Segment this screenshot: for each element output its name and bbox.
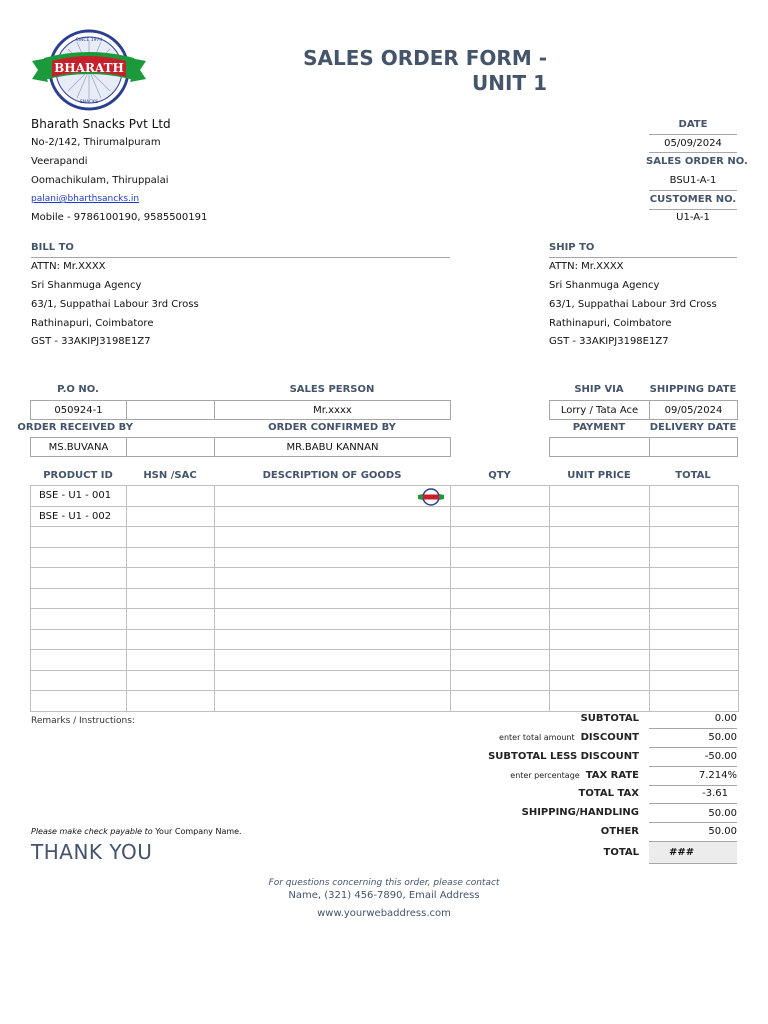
company-address2: Veerapandi [31, 156, 88, 167]
cell-hsn-sac[interactable] [127, 629, 215, 650]
cell-unit-price[interactable] [550, 670, 650, 691]
remarks-label: Remarks / Instructions: [31, 716, 135, 726]
cell-hsn-sac[interactable] [127, 588, 215, 609]
other-label: OTHER [600, 826, 639, 837]
cell-product-id[interactable] [31, 691, 127, 712]
cell-hsn-sac[interactable] [127, 670, 215, 691]
delivery-date-label: DELIVERY DATE [649, 422, 737, 433]
company-address1: No-2/142, Thirumalpuram [31, 137, 161, 148]
col-header-total: TOTAL [675, 470, 711, 481]
cell-hsn-sac[interactable] [127, 547, 215, 568]
table-row [31, 568, 739, 589]
total-label: TOTAL [603, 847, 639, 858]
sales-order-no-label: SALES ORDER NO. [646, 156, 748, 167]
cell-description[interactable] [215, 486, 451, 507]
cell-hsn-sac[interactable] [127, 486, 215, 507]
company-mobile: Mobile - 9786100190, 9585500191 [31, 212, 208, 223]
company-email-link[interactable]: palani@bharthsancks.in [31, 194, 140, 204]
cell-hsn-sac[interactable] [127, 527, 215, 548]
cell-qty[interactable] [451, 568, 550, 589]
ship-to-gst: GST - 33AKIPJ3198E1Z7 [549, 336, 669, 347]
subtotal-label: SUBTOTAL [580, 713, 639, 724]
other-value[interactable]: 50.00 [708, 826, 737, 837]
company-address3: Oomachikulam, Thiruppalai [31, 175, 169, 186]
subtotal-less-discount-label: SUBTOTAL LESS DISCOUNT [488, 751, 639, 762]
cell-total[interactable] [650, 527, 739, 548]
website-link[interactable]: www.yourwebaddress.com [317, 908, 451, 919]
cell-unit-price[interactable] [550, 588, 650, 609]
discount-label: enter total amount DISCOUNT [499, 732, 639, 743]
ship-to-address2: Rathinapuri, Coimbatore [549, 318, 672, 329]
table-row [31, 588, 739, 609]
cell-description[interactable] [215, 588, 451, 609]
cell-qty[interactable] [451, 650, 550, 671]
cell-hsn-sac[interactable] [127, 506, 215, 527]
cell-product-id[interactable] [31, 650, 127, 671]
ship-to-attn: ATTN: Mr.XXXX [549, 261, 624, 272]
col-header-description: DESCRIPTION OF GOODS [262, 470, 402, 481]
cell-unit-price[interactable] [550, 568, 650, 589]
ship-via-label: SHIP VIA [574, 384, 624, 395]
ship-to-name: Sri Shanmuga Agency [549, 280, 660, 291]
items-table [30, 485, 739, 712]
bill-to-address1: 63/1, Suppathai Labour 3rd Cross [31, 299, 199, 310]
thank-you-text: THANK YOU [31, 840, 153, 864]
bill-to-name: Sri Shanmuga Agency [31, 280, 142, 291]
table-row [31, 547, 739, 568]
cell-unit-price[interactable] [550, 609, 650, 630]
cell-qty[interactable] [451, 547, 550, 568]
shipping-date-field[interactable]: 09/05/2024 [649, 400, 738, 420]
contact-text: Name, (321) 456-7890, Email Address [288, 890, 480, 901]
table-row [31, 691, 739, 712]
cell-description[interactable] [215, 568, 451, 589]
cell-product-id[interactable] [31, 670, 127, 691]
cell-total[interactable] [650, 547, 739, 568]
check-payable-company: Your Company Name. [155, 827, 242, 836]
order-received-by-label: ORDER RECEIVED BY [17, 422, 133, 433]
po-no-label: P.O NO. [57, 384, 99, 395]
cell-qty[interactable] [451, 486, 550, 507]
ship-via-field[interactable]: Lorry / Tata Ace [549, 400, 650, 420]
order-received-by-field[interactable]: MS.BUVANA [30, 437, 127, 457]
form-title [250, 46, 547, 96]
cell-total[interactable] [650, 670, 739, 691]
total-tax-label: TOTAL TAX [578, 788, 639, 799]
col-header-hsn: HSN /SAC [143, 470, 197, 481]
cell-description[interactable] [215, 670, 451, 691]
logo-brand-text: BHARATH [54, 61, 124, 75]
cell-description[interactable] [215, 527, 451, 548]
table-row [31, 629, 739, 650]
cell-total[interactable] [650, 568, 739, 589]
table-row [31, 670, 739, 691]
payment-label: PAYMENT [572, 422, 626, 433]
table-row [31, 650, 739, 671]
cell-product-id[interactable] [31, 588, 127, 609]
received-extra-field[interactable] [126, 437, 215, 457]
shipping-handling-label: SHIPPING/HANDLING [521, 807, 639, 818]
ship-to-address1: 63/1, Suppathai Labour 3rd Cross [549, 299, 717, 310]
payment-field[interactable] [549, 437, 650, 457]
tax-rate-label: enter percentage TAX RATE [510, 770, 639, 781]
table-row [31, 527, 739, 548]
sales-order-no-value: BSU1-A-1 [669, 175, 717, 186]
cell-qty[interactable] [451, 629, 550, 650]
bill-to-attn: ATTN: Mr.XXXX [31, 261, 106, 272]
cell-total[interactable] [650, 650, 739, 671]
table-row [31, 506, 739, 527]
cell-total[interactable] [650, 588, 739, 609]
po-extra-field[interactable] [126, 400, 215, 420]
po-no-field[interactable]: 050924-1 [30, 400, 127, 420]
cell-unit-price[interactable] [550, 486, 650, 507]
bill-to-address2: Rathinapuri, Coimbatore [31, 318, 154, 329]
cell-description[interactable] [215, 547, 451, 568]
bill-to-label: BILL TO [31, 242, 74, 253]
cell-total[interactable] [650, 609, 739, 630]
total-value: ### [669, 847, 695, 858]
col-header-product-id: PRODUCT ID [43, 470, 113, 481]
row-logo-icon [417, 488, 445, 506]
cell-hsn-sac[interactable] [127, 691, 215, 712]
questions-text: For questions concerning this order, please contact [268, 878, 500, 888]
table-row [31, 486, 739, 507]
cell-qty[interactable] [451, 506, 550, 527]
check-payable-note [31, 827, 242, 836]
date-label: DATE [678, 119, 708, 130]
cell-unit-price[interactable] [550, 629, 650, 650]
company-name: Bharath Snacks Pvt Ltd [31, 117, 171, 131]
cell-qty[interactable] [451, 527, 550, 548]
cell-qty[interactable] [451, 691, 550, 712]
tax-rate-hint: enter percentage [510, 771, 580, 780]
ship-to-label: SHIP TO [549, 242, 595, 253]
col-header-unit-price: UNIT PRICE [567, 470, 631, 481]
form-title-line1: SALES ORDER FORM - [303, 46, 547, 70]
col-header-qty: QTY [488, 470, 511, 481]
cell-qty[interactable] [451, 588, 550, 609]
tax-rate-value[interactable]: 7.214% [698, 770, 737, 781]
cell-description[interactable] [215, 650, 451, 671]
cell-product-id[interactable]: BSE - U1 - 002 [31, 506, 127, 527]
cell-qty[interactable] [451, 670, 550, 691]
order-confirmed-by-label: ORDER CONFIRMED BY [268, 422, 396, 433]
shipping-date-label: SHIPPING DATE [649, 384, 737, 395]
cell-qty[interactable] [451, 609, 550, 630]
cell-product-id[interactable] [31, 609, 127, 630]
cell-unit-price[interactable] [550, 691, 650, 712]
shipping-handling-value[interactable]: 50.00 [708, 808, 737, 819]
order-confirmed-by-field[interactable]: MR.BABU KANNAN [214, 437, 451, 457]
cell-product-id[interactable] [31, 568, 127, 589]
cell-product-id[interactable] [31, 629, 127, 650]
cell-hsn-sac[interactable] [127, 568, 215, 589]
table-row [31, 609, 739, 630]
cell-total[interactable] [650, 629, 739, 650]
sales-person-field[interactable]: Mr.xxxx [214, 400, 451, 420]
logo-bottom-text: SNACKS [79, 100, 99, 105]
cell-hsn-sac[interactable] [127, 609, 215, 630]
cell-unit-price[interactable] [550, 650, 650, 671]
customer-no-label: CUSTOMER NO. [649, 194, 737, 205]
total-tax-value: -3.61 [702, 788, 728, 799]
cell-hsn-sac[interactable] [127, 650, 215, 671]
subtotal-value: 0.00 [714, 713, 737, 724]
cell-total[interactable] [650, 486, 739, 507]
cell-unit-price[interactable] [550, 547, 650, 568]
logo-top-text: SINCE 1974 [75, 38, 103, 43]
company-logo [30, 28, 148, 112]
delivery-date-field[interactable] [649, 437, 738, 457]
discount-value[interactable]: 50.00 [708, 732, 737, 743]
customer-no-value: U1-A-1 [676, 212, 710, 223]
cell-total[interactable] [650, 506, 739, 527]
bill-to-gst: GST - 33AKIPJ3198E1Z7 [31, 336, 151, 347]
date-value: 05/09/2024 [664, 138, 722, 149]
cell-product-id[interactable]: BSE - U1 - 001 [31, 486, 127, 507]
cell-unit-price[interactable] [550, 506, 650, 527]
cell-product-id[interactable] [31, 527, 127, 548]
check-payable-italic: Please make check payable to [31, 827, 153, 836]
discount-hint: enter total amount [499, 733, 575, 742]
cell-description[interactable] [215, 691, 451, 712]
sales-person-label: SALES PERSON [289, 384, 375, 395]
cell-description[interactable] [215, 609, 451, 630]
cell-description[interactable] [215, 506, 451, 527]
cell-total[interactable] [650, 691, 739, 712]
cell-unit-price[interactable] [550, 527, 650, 548]
cell-description[interactable] [215, 629, 451, 650]
form-title-line2: UNIT 1 [472, 71, 547, 95]
cell-product-id[interactable] [31, 547, 127, 568]
subtotal-less-discount-value: -50.00 [704, 751, 737, 762]
